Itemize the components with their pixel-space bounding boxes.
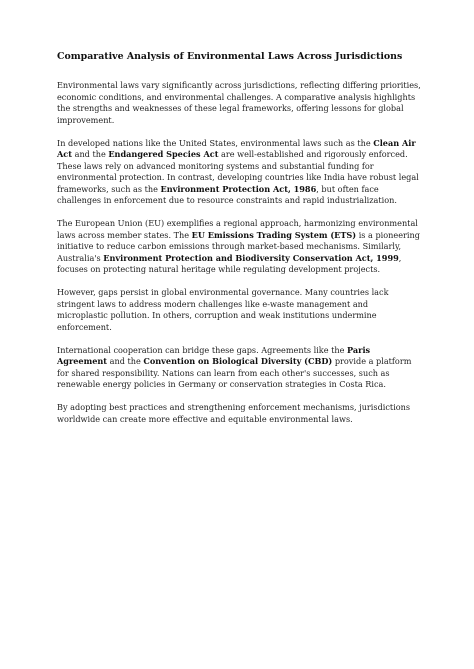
- agreement-name-cbd: Convention on Biological Diversity (CBD): [143, 356, 333, 366]
- law-name-epbc-act: Environment Protection and Biodiversity Conservation Act, 1999: [103, 252, 399, 263]
- text-segment: In developed nations like the United States, environmental laws such as the: [57, 137, 374, 148]
- document-title: Comparative Analysis of Environmental Laws Across Jurisdictions: [57, 51, 403, 62]
- text-segment: and the: [107, 356, 144, 366]
- text-segment: , focuses on protecting natural heritage while regulating development projects.: [57, 252, 402, 274]
- text-segment: provide a platform for shared responsibility. Nations can learn from each other's successes, such as renewable energy policies in Germany or conservation strategies in Costa Rica.: [57, 356, 412, 389]
- text-segment: International cooperation can bridge these gaps. Agreements like the: [57, 344, 348, 355]
- paragraph-conclusion: [57, 402, 421, 425]
- paragraph-intro: [57, 80, 421, 126]
- text-segment: By adopting best practices and strengthening enforcement mechanisms, jurisdictions worldwide can create more effective and equitable environmental laws.: [57, 402, 411, 424]
- law-name-eu-ets: EU Emissions Trading System (ETS): [191, 229, 357, 240]
- text-segment: The European Union (EU) exemplifies a regional approach, harmonizing environmental laws across member states. The: [57, 218, 418, 240]
- text-segment: However, gaps persist in global environmental governance. Many countries lack stringent laws to address modern challenges like e-waste management and microplastic pollution. In others, corruption and weak institutions undermine enforcement.: [57, 287, 389, 332]
- text-segment: , but often face challenges in enforcement due to resource constraints and rapid industrialization.: [57, 183, 397, 205]
- paragraph-governance-gaps: [57, 287, 421, 333]
- text-segment: and the: [72, 149, 109, 159]
- document-body: [57, 50, 421, 437]
- paragraph-eu-approach: [57, 218, 421, 276]
- law-name-clean-air-act: Clean Air Act: [57, 137, 416, 159]
- law-name-endangered-species-act: Endangered Species Act: [108, 149, 219, 159]
- text-segment: Environmental laws vary significantly across jurisdictions, reflecting differing priorities, economic conditions, and environmental challenges. A comparative analysis highlights the strengths and weaknesses of these legal frameworks, offering lessons for global improvement.: [57, 80, 421, 125]
- agreement-name-paris-agreement: Paris Agreement: [57, 344, 371, 366]
- text-segment: are well-established and rigorously enforced. These laws rely on advanced monitoring systems and substantial funding for environmental protection. In contrast, developing countries like India have robust legal frameworks, such as the: [57, 149, 419, 194]
- text-segment: is a pioneering initiative to reduce carbon emissions through market-based mechanisms. Similarly, Australia's: [57, 229, 420, 263]
- law-name-environment-protection-act: Environment Protection Act, 1986: [160, 183, 317, 194]
- paragraph-international-cooperation: [57, 345, 421, 391]
- paragraph-developed-nations: [57, 138, 421, 207]
